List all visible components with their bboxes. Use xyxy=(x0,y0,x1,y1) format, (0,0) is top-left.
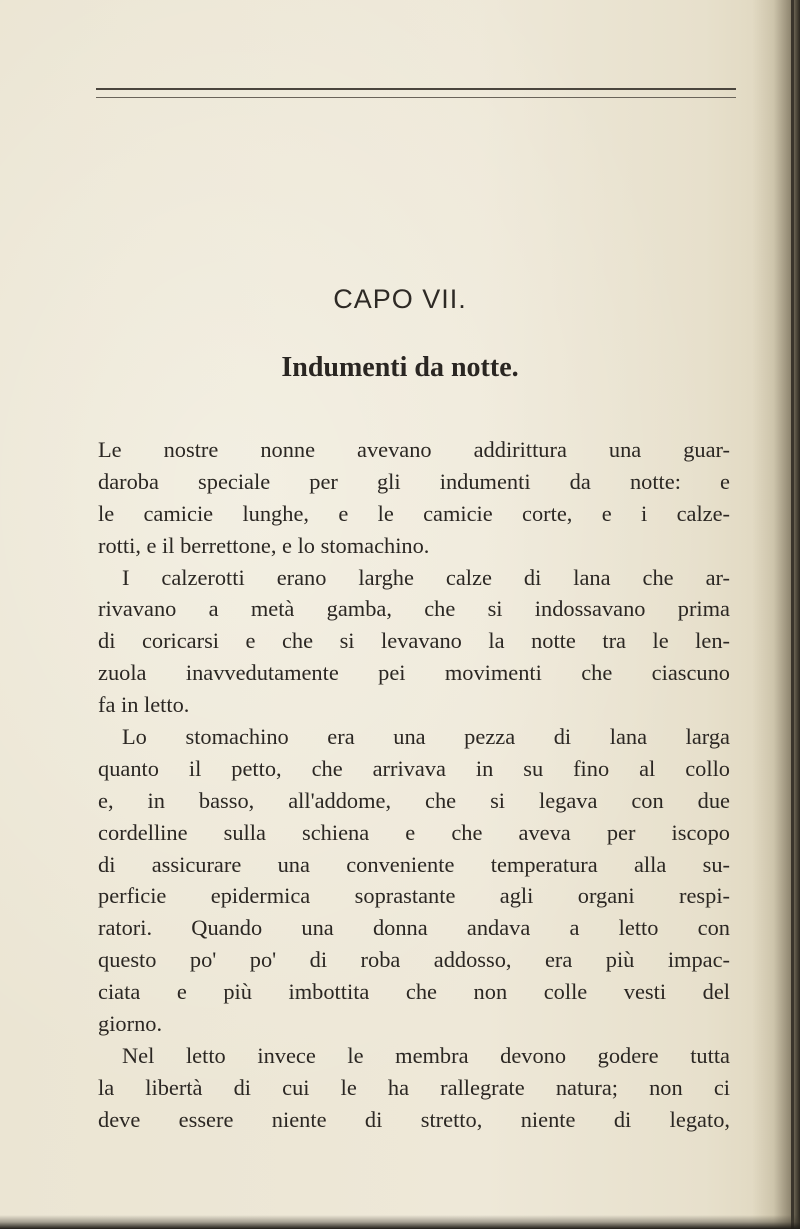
text-line: questo po' po' di roba addosso, era più impac- xyxy=(98,947,730,973)
text-line: fa in letto. xyxy=(98,692,190,718)
section-title: Indumenti da notte. xyxy=(281,352,519,383)
header-rule-bottom xyxy=(96,97,736,98)
text-line: Nel letto invece le membra devono godere tutta xyxy=(122,1042,730,1068)
text-line: e, in basso, all'addome, che si legava con due xyxy=(98,787,730,813)
text-line: cordelline sulla schiena e che aveva per iscopo xyxy=(98,819,730,845)
text-line: zuola inavvedutamente pei movimenti che ciascuno xyxy=(98,660,730,686)
text-line: I calzerotti erano larghe calze di lana che ar- xyxy=(122,564,730,590)
text-line: di coricarsi e che si levavano la notte tra le len- xyxy=(98,628,730,654)
page-bottom-edge xyxy=(0,1215,800,1229)
text-line: Lo stomachino era una pezza di lana larga xyxy=(122,724,730,750)
text-line: deve essere niente di stretto, niente di legato, xyxy=(98,1106,730,1132)
chapter-heading: CAPO VII. xyxy=(333,284,467,314)
text-line: quanto il petto, che arrivava in su fino al collo xyxy=(98,755,730,781)
text-line: ciata e più imbottita che non colle vesti del xyxy=(98,979,730,1005)
text-line: la libertà di cui le ha rallegrate natura; non ci xyxy=(98,1074,730,1100)
text-line: Le nostre nonne avevano addirittura una guar- xyxy=(98,437,730,462)
page-binding-edge xyxy=(752,0,800,1229)
binding-crease xyxy=(791,0,794,1229)
text-line: rotti, e il berrettone, e lo stomachino. xyxy=(98,532,430,558)
header-rule-top xyxy=(96,88,736,90)
text-line: di assicurare una conveniente temperatura alla su- xyxy=(98,851,730,877)
body-text xyxy=(98,434,730,1136)
text-line: daroba speciale per gli indumenti da notte: e xyxy=(98,468,730,494)
text-line: giorno. xyxy=(98,1011,163,1037)
text-line: le camicie lunghe, e le camicie corte, e i calze- xyxy=(98,500,730,526)
text-line: ratori. Quando una donna andava a letto con xyxy=(98,915,730,941)
text-line: rivavano a metà gamba, che si indossavano prima xyxy=(98,596,730,622)
text-line: perficie epidermica soprastante agli organi respi- xyxy=(98,883,730,909)
